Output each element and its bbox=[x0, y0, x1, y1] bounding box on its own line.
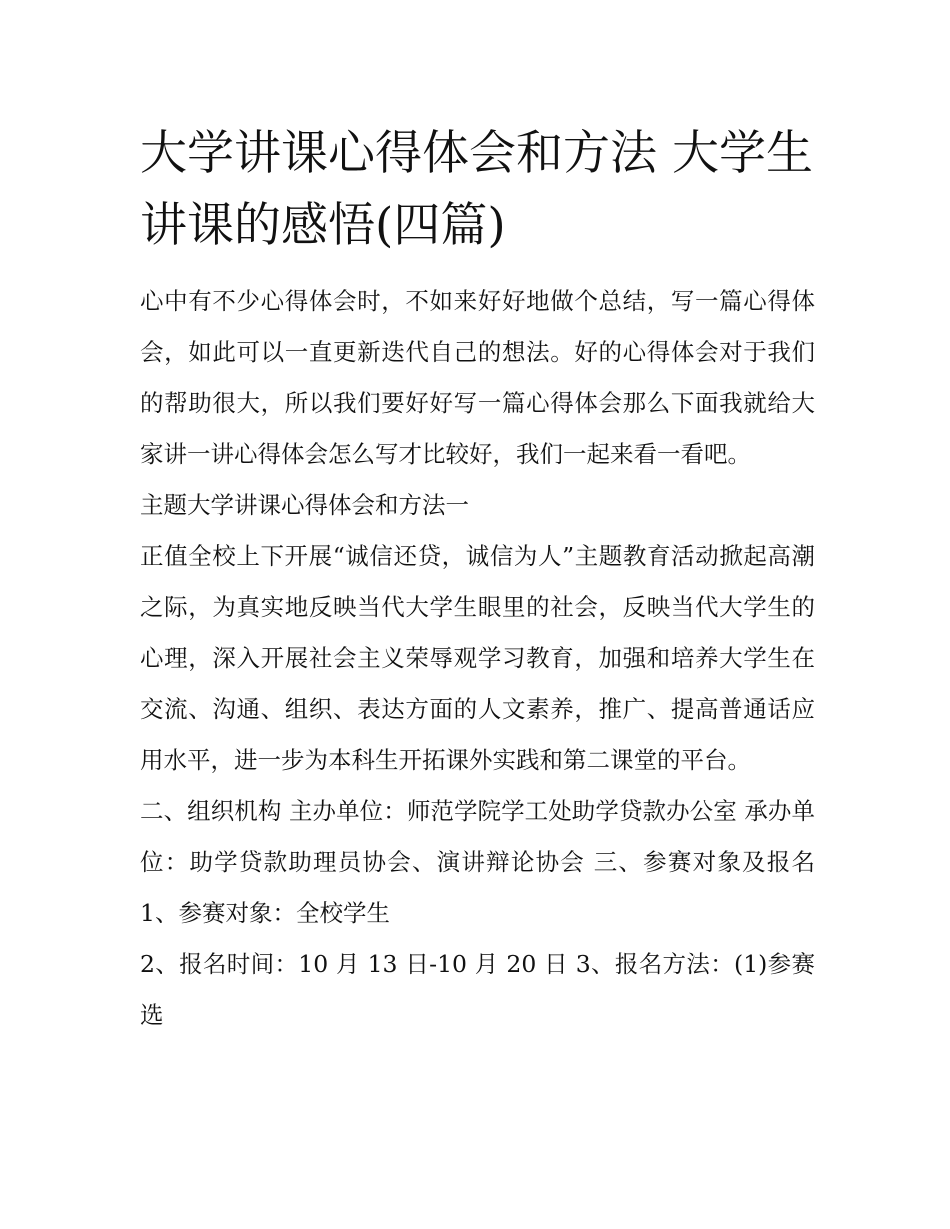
organization-paragraph: 二、组织机构 主办单位：师范学院学工处助学贷款办公室 承办单位：助学贷款助理员协会、演讲辩论协会 三、参赛对象及报名 1、参赛对象：全校学生 bbox=[140, 797, 815, 927]
document-body bbox=[140, 276, 815, 1041]
registration-paragraph: 2、报名时间：10 月 13 日-10 月 20 日 3、报名方法：(1)参赛选 bbox=[140, 950, 815, 1029]
intro-paragraph: 心中有不少心得体会时，不如来好好地做个总结，写一篇心得体会，如此可以一直更新迭代自己的想法。好的心得体会对于我们的帮助很大，所以我们要好好写一篇心得体会那么下面我就给大家讲一讲心得体会怎么写才比较好，我们一起来看一看吧。 bbox=[140, 287, 815, 468]
background-paragraph: 正值全校上下开展“诚信还贷，诚信为人”主题教育活动掀起高潮之际，为真实地反映当代大学生眼里的社会，反映当代大学生的心理，深入开展社会主义荣辱观学习教育，加强和培养大学生在交流、沟通、组织、表达方面的人文素养，推广、提高普通话应用水平，进一步为本科生开拓课外实践和第二课堂的平台。 bbox=[140, 542, 815, 774]
section-heading: 主题大学讲课心得体会和方法一 bbox=[140, 491, 469, 519]
document-title: 大学讲课心得体会和方法 大学生讲课的感悟(四篇) bbox=[140, 126, 813, 253]
